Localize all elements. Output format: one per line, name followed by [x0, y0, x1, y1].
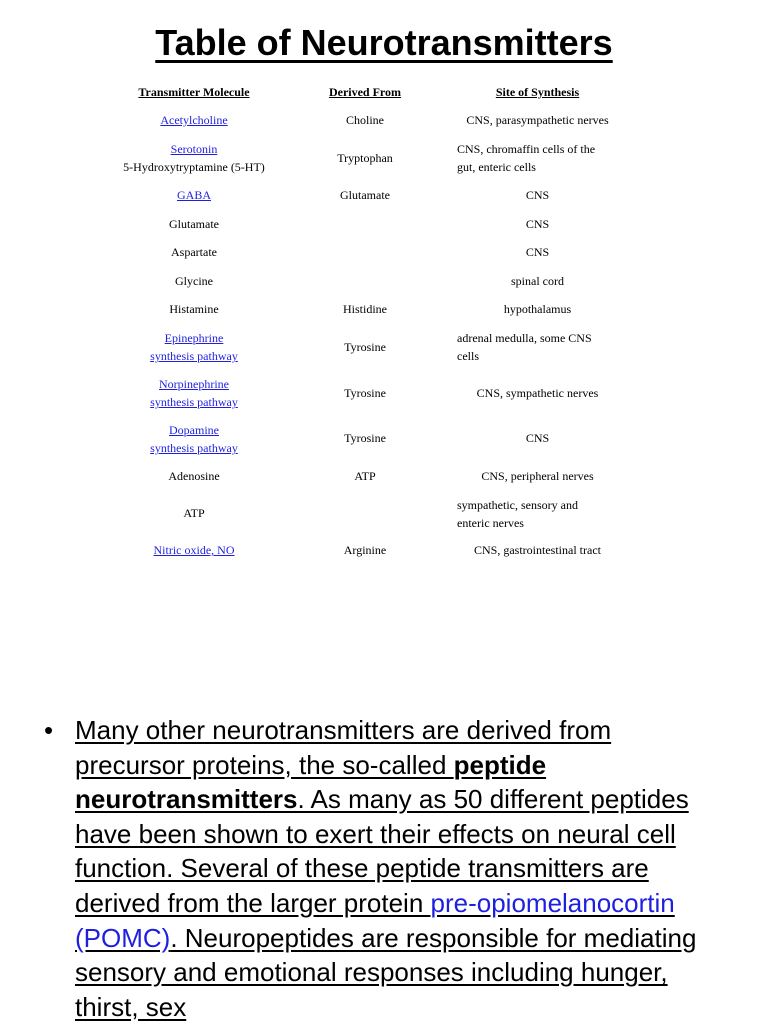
molecule-link[interactable]: Acetylcholine — [160, 113, 228, 127]
site-line-1: CNS, chromaffin cells of the — [457, 142, 596, 156]
table-row-derived: Histidine — [343, 302, 387, 316]
table-row-site — [457, 140, 622, 176]
table-row-derived: Arginine — [343, 543, 387, 557]
site-line-1: sympathetic, sensory and — [457, 498, 578, 512]
table-row-molecule — [99, 329, 289, 365]
synthesis-pathway-link[interactable]: synthesis pathway — [150, 349, 238, 363]
table-row-site: CNS — [525, 431, 550, 445]
table-row-molecule: Adenosine — [168, 469, 220, 483]
site-line-2: gut, enteric cells — [457, 160, 536, 174]
table-row-molecule: ATP — [183, 506, 205, 520]
site-line-2: cells — [457, 349, 479, 363]
site-line-1: adrenal medulla, some CNS — [457, 331, 592, 345]
table-row-derived: Choline — [346, 113, 384, 127]
table-row-site: hypothalamus — [503, 302, 572, 316]
synthesis-pathway-link[interactable]: synthesis pathway — [150, 395, 238, 409]
molecule-link[interactable]: GABA — [176, 188, 211, 202]
site-line-2: enteric nerves — [457, 516, 524, 530]
bullet-text-part-3: . Neuropeptides are responsible for mediating sensory and emotional responses including hunger, thirst, sex — [75, 922, 697, 1022]
table-row-site: CNS — [525, 217, 550, 231]
molecule-link[interactable]: Norpinephrine — [159, 377, 229, 391]
table-row-molecule: Histamine — [169, 302, 219, 316]
table-row-molecule: Glutamate — [169, 217, 219, 231]
bullet-text-part-1: Many other neurotransmitters are derived from precursor proteins, the so-called — [75, 715, 612, 780]
table-row-derived: ATP — [354, 469, 376, 483]
table-row-molecule[interactable] — [99, 186, 289, 204]
bullet-icon: • — [44, 715, 54, 745]
table-row-site: CNS, sympathetic nerves — [476, 386, 599, 400]
header-transmitter-molecule: Transmitter Molecule — [138, 85, 250, 99]
header-site-of-synthesis: Site of Synthesis — [495, 85, 580, 99]
table-row-site: CNS, gastrointestinal tract — [474, 543, 601, 557]
table-row-derived: Tyrosine — [344, 386, 386, 400]
table-row-molecule — [99, 375, 289, 411]
synthesis-pathway-link[interactable]: synthesis pathway — [150, 441, 238, 455]
bullet-bold-term: peptide neurotransmitters — [75, 749, 547, 815]
table-row-site: spinal cord — [511, 274, 564, 288]
molecule-link[interactable]: Serotonin — [170, 142, 218, 156]
page-title: Table of Neurotransmitters — [155, 22, 613, 63]
molecule-link[interactable]: Nitric oxide, NO — [153, 543, 235, 557]
table-row-derived: Tyrosine — [344, 431, 386, 445]
table-row-molecule: Aspartate — [171, 245, 217, 259]
table-row-site: CNS, parasympathetic nerves — [466, 113, 609, 127]
molecule-link[interactable]: Dopamine — [169, 423, 219, 437]
table-row-site: CNS, peripheral nerves — [481, 469, 594, 483]
table-row-molecule: Glycine — [175, 274, 213, 288]
pomc-link[interactable]: pre-opiomelanocortin (POMC) — [75, 887, 675, 953]
bullet-text-part-2: . As many as 50 different peptides have been shown to exert their effects on neural cell function. Several of these peptide transmitters are derived from the larger protein — [75, 784, 689, 918]
table-row-derived: Glutamate — [340, 188, 390, 202]
table-row-molecule[interactable] — [99, 111, 289, 129]
header-derived-from: Derived From — [328, 85, 402, 99]
table-row-site — [457, 496, 622, 532]
table-row-molecule[interactable] — [99, 541, 289, 559]
table-row-site: CNS — [525, 245, 550, 259]
table-row-molecule — [99, 140, 289, 176]
table-row-derived: Tyrosine — [344, 340, 386, 354]
table-row-site: CNS — [525, 188, 550, 202]
table-row-molecule — [99, 421, 289, 457]
bullet-text — [75, 713, 725, 1024]
molecule-link[interactable]: Epinephrine — [164, 331, 224, 345]
molecule-subtext: 5-Hydroxytryptamine (5-HT) — [123, 160, 265, 174]
table-row-derived: Tryptophan — [337, 151, 393, 165]
table-row-site — [457, 329, 622, 365]
